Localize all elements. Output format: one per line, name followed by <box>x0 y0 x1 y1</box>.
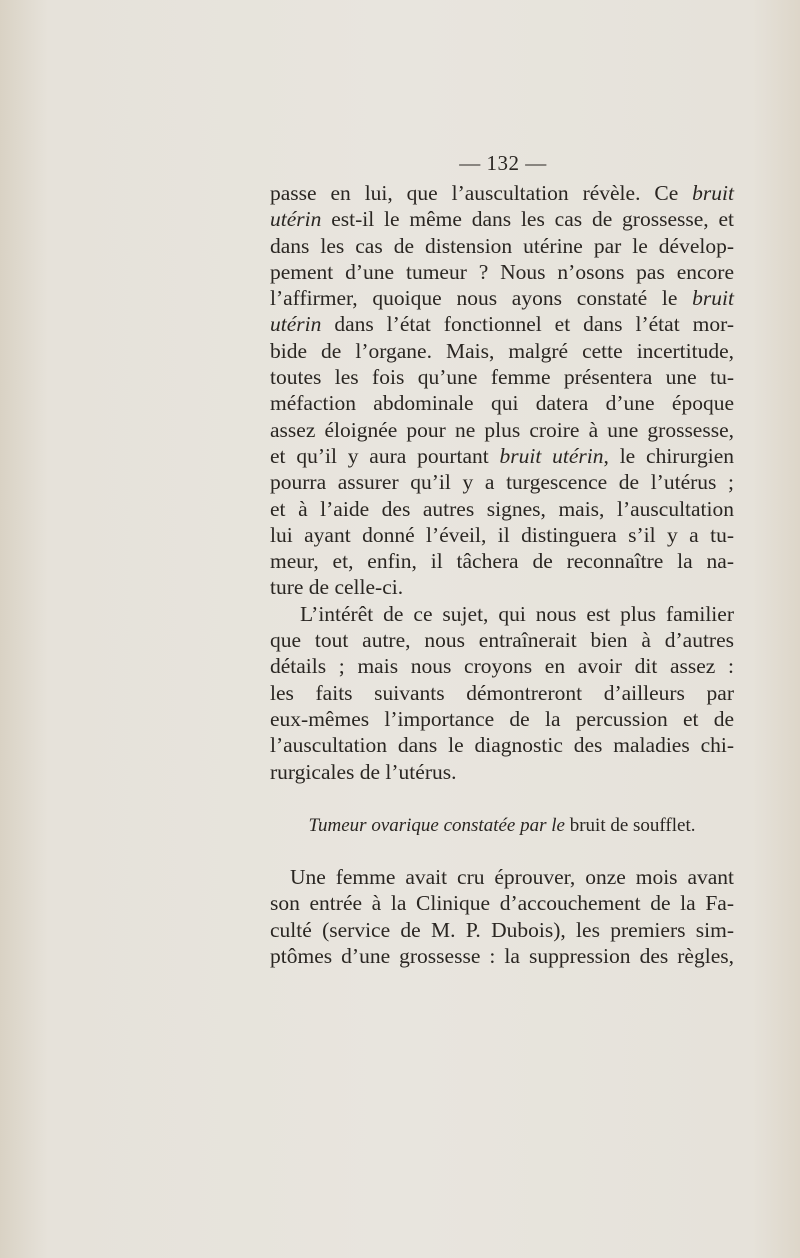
section-heading-roman: bruit de soufflet. <box>569 815 696 836</box>
text-line: détails ; mais nous croyons en avoir dit assez : <box>270 654 734 679</box>
text-line: et qu’il y aura pourtant bruit utérin, le chirurgien <box>270 443 734 468</box>
text-line: culté (service de M. P. Dubois), les premiers sim- <box>270 917 734 942</box>
body-text <box>270 180 734 785</box>
section-heading-italic: Tumeur ovarique constatée par le <box>308 815 565 836</box>
text-line: Une femme avait cru éprouver, onze mois avant <box>290 865 734 889</box>
text-line: rurgicales de l’utérus. <box>270 759 457 784</box>
text-line: utérin dans l’état fonctionnel et dans l’état mor- <box>270 312 734 337</box>
body-text-continued <box>270 864 734 969</box>
text-line: lui ayant donné l’éveil, il distinguera s’il y a tu- <box>270 522 734 547</box>
text-line: son entrée à la Clinique d’accouchement de la Fa- <box>270 891 734 916</box>
text-line: meur, et, enfin, il tâchera de reconnaître la na- <box>270 549 734 574</box>
text-line: les faits suivants démontreront d’ailleurs par <box>270 680 734 705</box>
text-line: dans les cas de distension utérine par le dévelop- <box>270 233 734 258</box>
text-line: passe en lui, que l’auscultation révèle. Ce bruit <box>270 181 734 205</box>
text-line: bide de l’organe. Mais, malgré cette incertitude, <box>270 338 734 363</box>
text-line: pement d’une tumeur ? Nous n’osons pas encore <box>270 259 734 284</box>
text-line: toutes les fois qu’une femme présentera une tu- <box>270 365 734 390</box>
section-heading <box>270 815 734 837</box>
text-line: et à l’aide des autres signes, mais, l’auscultation <box>270 496 734 521</box>
text-line: que tout autre, nous entraînerait bien à d’autres <box>270 628 734 653</box>
text-line: méfaction abdominale qui datera d’une époque <box>270 391 734 416</box>
text-line: pourra assurer qu’il y a turgescence de l’utérus ; <box>270 470 734 495</box>
text-line: utérin est-il le même dans les cas de grossesse, et <box>270 207 734 232</box>
text-line: eux-mêmes l’importance de la percussion et de <box>270 706 734 731</box>
text-line: l’affirmer, quoique nous ayons constaté le bruit <box>270 286 734 311</box>
text-line: l’auscultation dans le diagnostic des maladies chi- <box>270 733 734 758</box>
text-line: assez éloignée pour ne plus croire à une grossesse, <box>270 417 734 442</box>
text-line: ture de celle-ci. <box>270 575 404 600</box>
text-line: ptômes d’une grossesse : la suppression des règles, <box>270 943 734 968</box>
text-line: L’intérêt de ce sujet, qui nous est plus familier <box>300 601 734 626</box>
page-number: — 132 — <box>459 151 547 175</box>
